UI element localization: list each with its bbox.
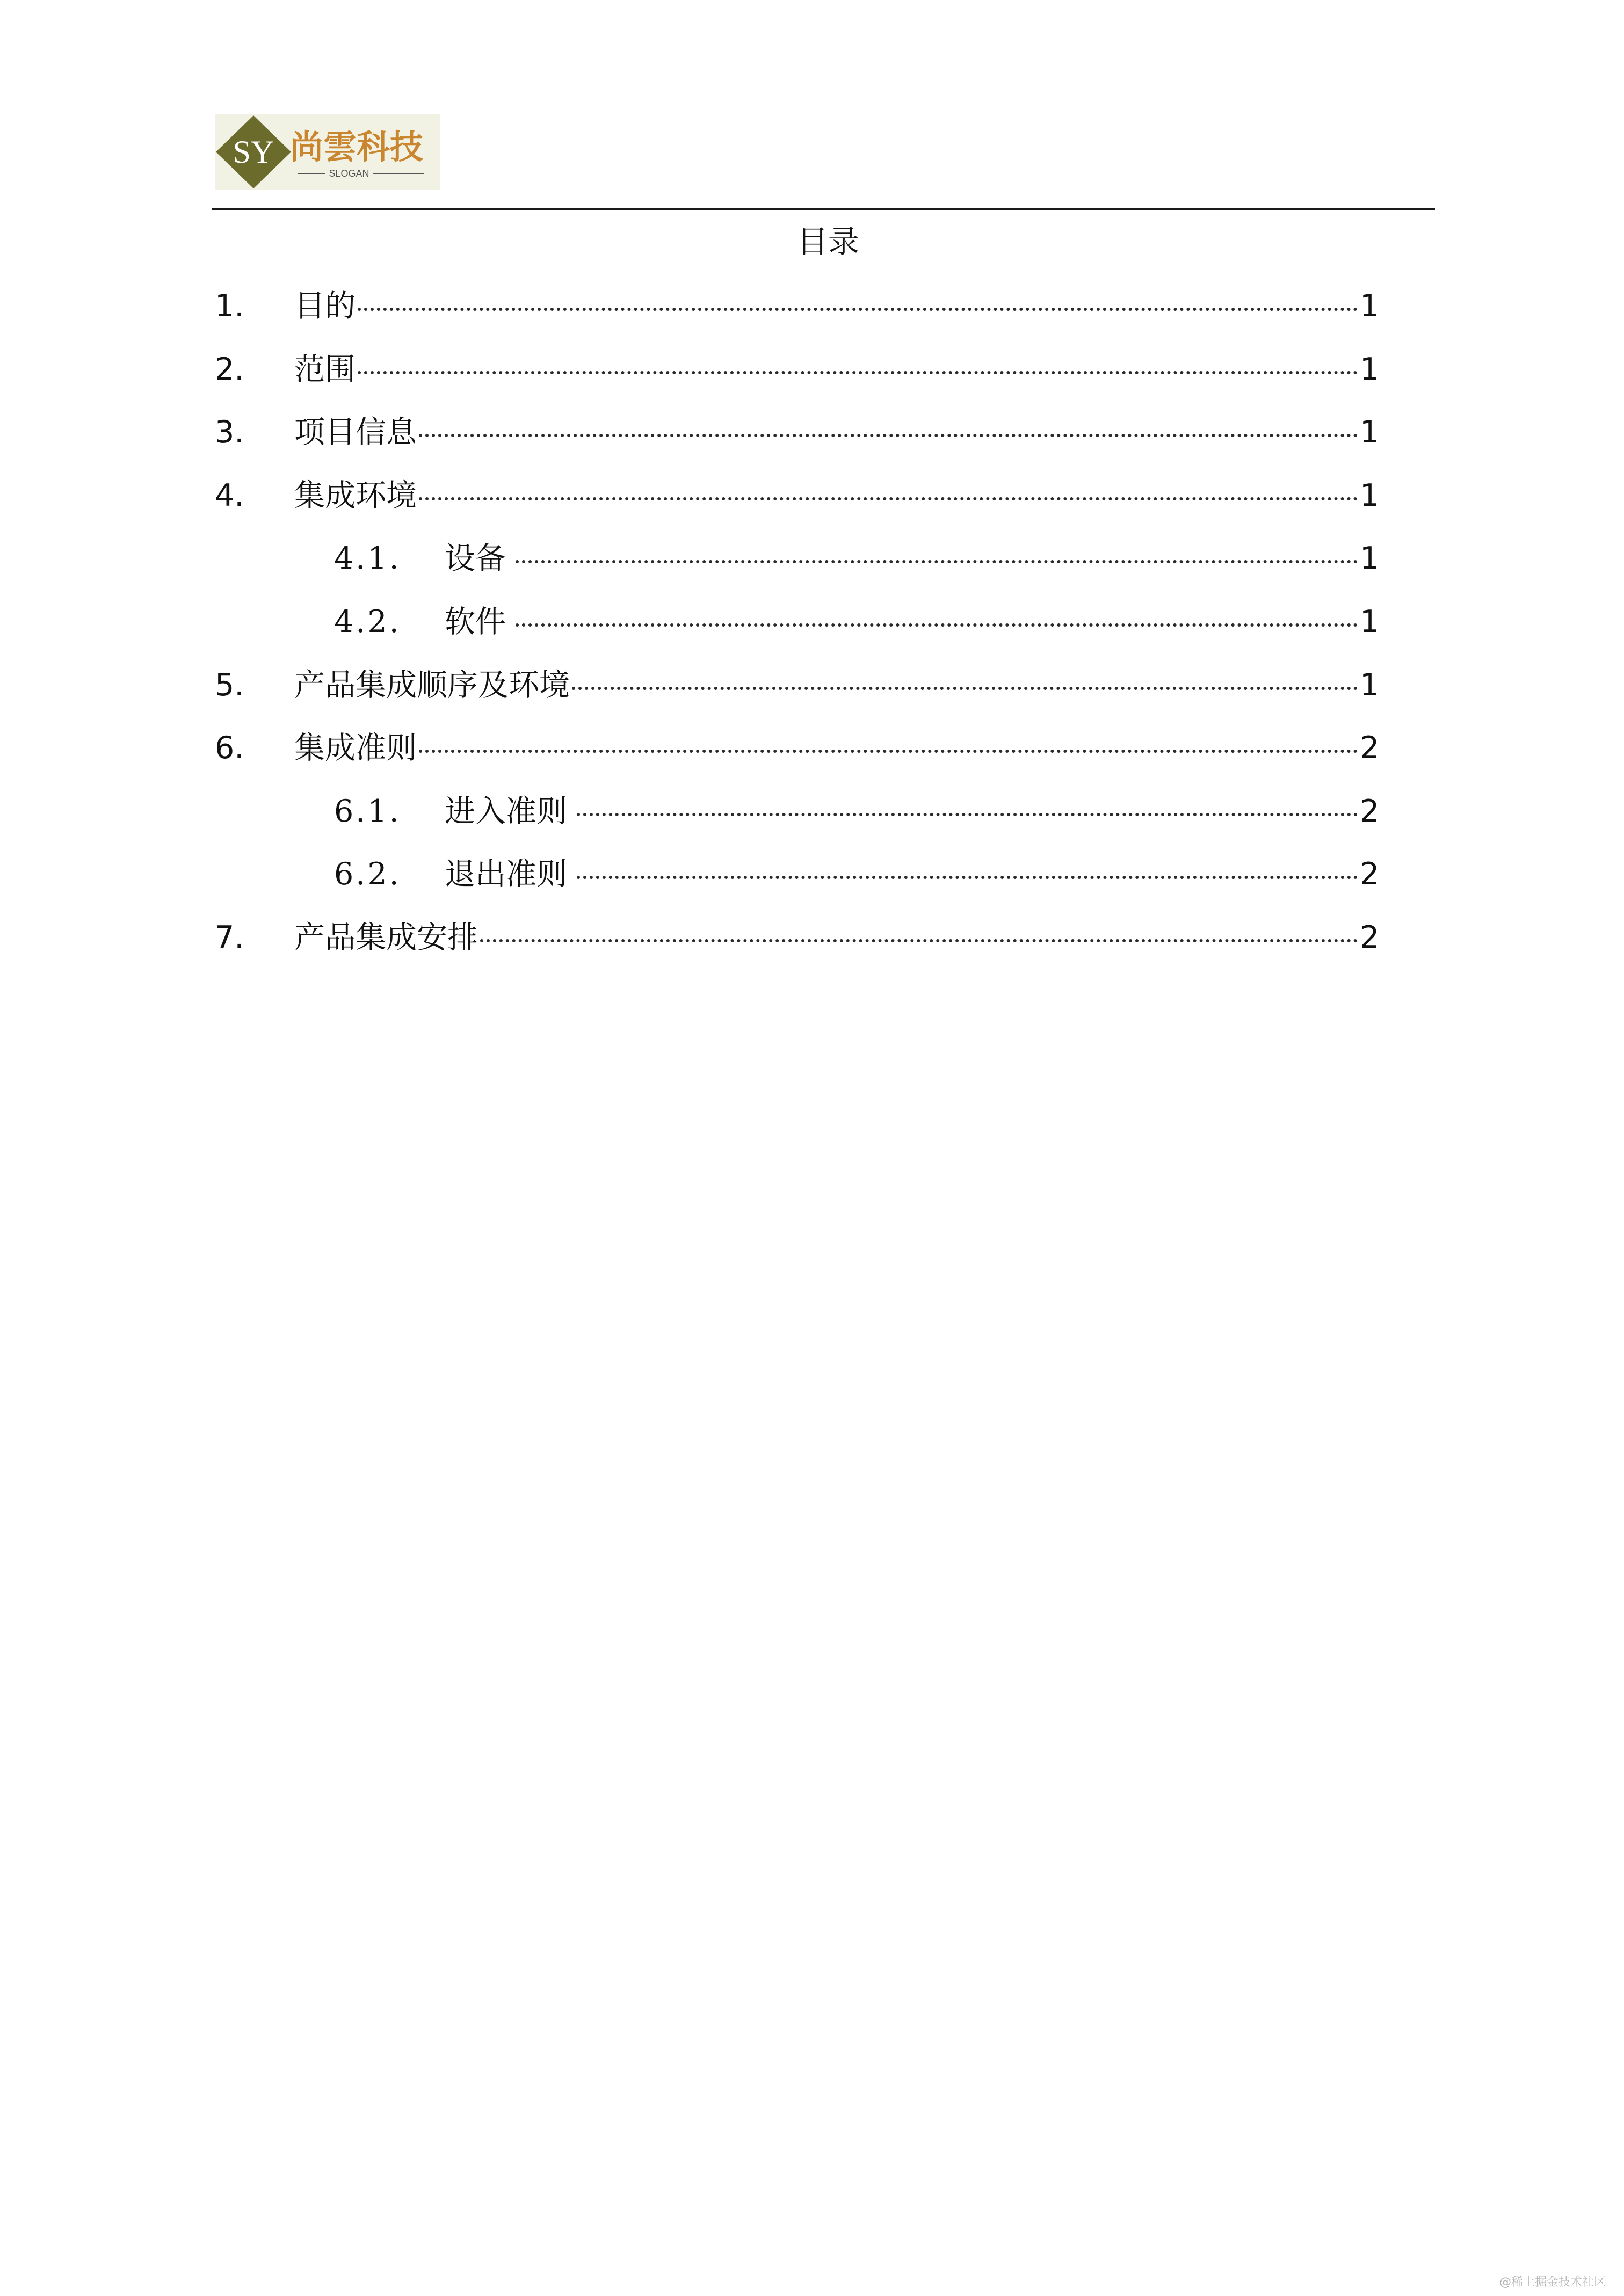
company-logo (215, 114, 440, 190)
toc-entry-number: 2. (215, 352, 244, 387)
toc-entry-number: 4.2. (334, 604, 401, 640)
toc-entry-number: 1. (215, 288, 244, 324)
toc-entry-page-number: 2 (1360, 730, 1380, 766)
toc-entry[interactable] (215, 411, 1378, 454)
toc-entry-text: 退出准则 (445, 856, 567, 892)
toc-dot-leader (516, 560, 1358, 563)
toc-entry[interactable] (334, 790, 1378, 833)
toc-entry-page-number: 2 (1360, 856, 1380, 892)
toc-dot-leader (358, 308, 1358, 311)
toc-entry[interactable] (215, 348, 1378, 391)
toc-entry[interactable] (215, 916, 1378, 959)
toc-entry-page-number: 1 (1360, 415, 1380, 450)
toc-dot-leader (572, 687, 1358, 690)
toc-entry-text: 设备 (445, 541, 506, 576)
toc-entry-text: 产品集成顺序及环境 (294, 667, 570, 703)
toc-entry-text: 集成环境 (294, 478, 417, 513)
toc-entry[interactable] (215, 726, 1378, 769)
toc-entry-page-number: 1 (1360, 478, 1380, 513)
toc-dot-leader (419, 497, 1358, 500)
toc-dot-leader (480, 939, 1358, 942)
toc-dot-leader (358, 371, 1358, 374)
toc-entry-page-number: 1 (1360, 604, 1380, 640)
toc-entry[interactable] (334, 853, 1378, 896)
toc-entry[interactable] (215, 285, 1378, 328)
logo-monogram: SY (233, 134, 274, 170)
toc-entry-number: 4. (215, 478, 244, 513)
toc-entry-number: 6.1. (334, 794, 401, 829)
toc-entry-text: 范围 (294, 352, 356, 387)
toc-entry-page-number: 1 (1360, 541, 1380, 576)
toc-entry-text: 项目信息 (294, 415, 417, 450)
toc-title: 目录 (796, 223, 859, 260)
toc-entry-page-number: 1 (1360, 352, 1380, 387)
toc-entry-text: 集成准则 (294, 730, 417, 766)
logo-slogan: SLOGAN (329, 168, 369, 179)
logo-company-name: 尚雲科技 (290, 127, 424, 166)
toc-entry[interactable] (215, 664, 1378, 707)
watermark: @稀土掘金技术社区 (1499, 2276, 1606, 2289)
toc-dot-leader (577, 876, 1358, 879)
toc-entry-text: 软件 (445, 604, 506, 640)
toc-entry-text: 目的 (294, 288, 356, 324)
toc-dot-leader (577, 813, 1358, 816)
toc-entry[interactable] (334, 537, 1378, 580)
toc-entry[interactable] (215, 474, 1378, 517)
toc-entry-number: 5. (215, 667, 244, 703)
toc-entry-page-number: 1 (1360, 288, 1380, 324)
toc-entry-number: 6.2. (334, 856, 401, 892)
header-divider (212, 208, 1436, 210)
toc-entry-text: 进入准则 (445, 794, 567, 829)
toc-dot-leader (419, 434, 1358, 437)
toc-entry-text: 产品集成安排 (294, 920, 478, 955)
toc-entry-number: 3. (215, 415, 244, 450)
toc-entry-page-number: 1 (1360, 667, 1380, 703)
toc-dot-leader (516, 623, 1358, 627)
toc-entry[interactable] (334, 600, 1378, 643)
toc-entry-number: 7. (215, 920, 244, 955)
toc-entry-page-number: 2 (1360, 920, 1380, 955)
company-logo-graphic (215, 114, 440, 190)
toc-entry-number: 4.1. (334, 541, 401, 576)
toc-entry-number: 6. (215, 730, 244, 766)
toc-dot-leader (419, 750, 1358, 753)
toc-entry-page-number: 2 (1360, 794, 1380, 829)
